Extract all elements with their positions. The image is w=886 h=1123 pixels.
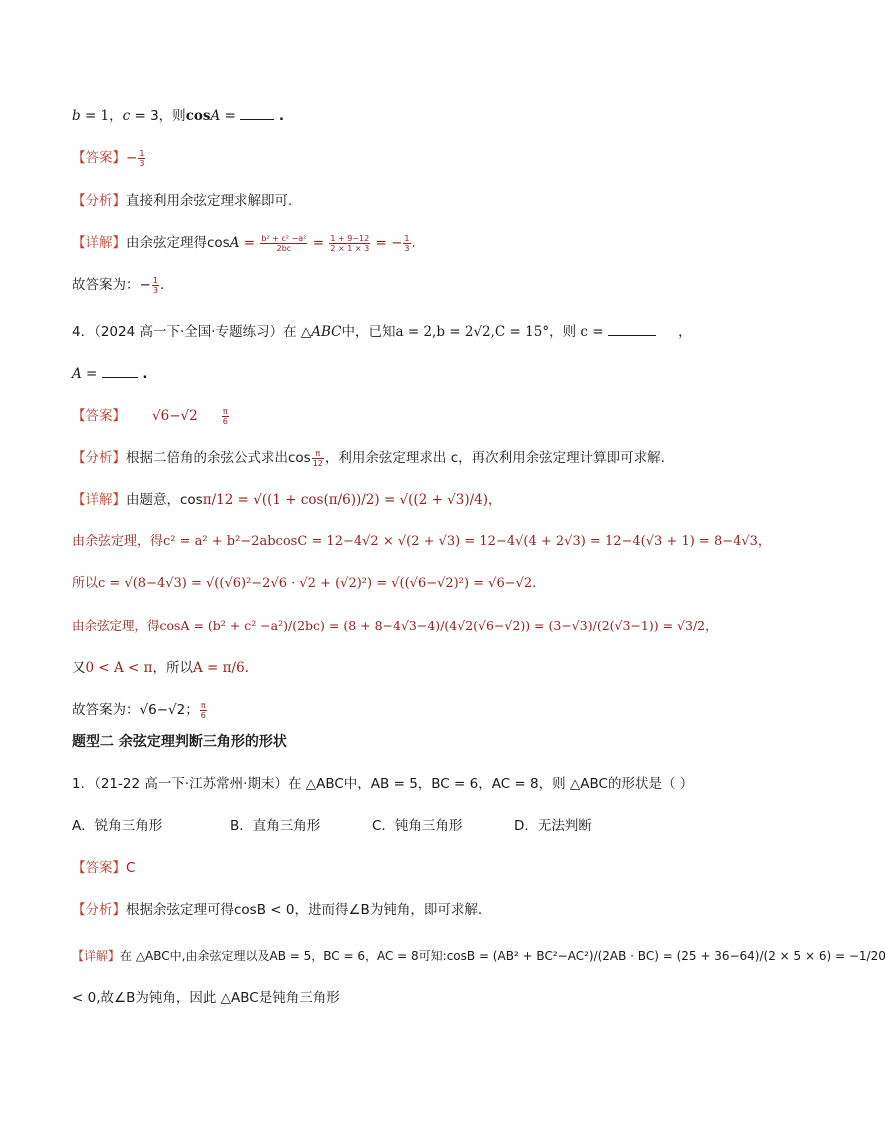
q4-answer: 【答案】 √6−√2 $\frac{\pi}{6}$	[72, 406, 228, 426]
q1-analysis: 【分析】根据余弦定理可得cosB < 0，进而得∠B为钝角，即可求解.	[72, 902, 483, 918]
q4-stem-line2: A = .	[72, 366, 148, 382]
q4-line-c2: 由余弦定理，得c² = a² + b²−2abcosC = 12−4√2 × √(2 + √3) = 12−4√(4 + 2√3) = 12−4(√3 + 1) = 8−4√3，	[72, 534, 771, 549]
q1-stem: 1．（21-22 高一下·江苏常州·期末）在 △ABC中，AB = 5，BC = 6，AC = 8，则 △ABC的形状是（ ）	[72, 776, 694, 792]
answer-blank	[240, 106, 274, 120]
answer-blank-c	[608, 322, 656, 336]
option-c[interactable]: C．钝角三角形	[372, 818, 463, 834]
q4-analysis: 【分析】根据二倍角的余弦公式求出cos $\frac{\pi}{12}$ ，利用余弦定理求出 c，再次利用余弦定理计算即可求解.	[72, 448, 665, 468]
option-b[interactable]: B．直角三角形	[230, 818, 321, 834]
section-heading: 题型二 余弦定理判断三角形的形状	[72, 734, 287, 750]
q3-final: 故答案为：− $\frac{1}{3}$ .	[72, 275, 165, 295]
q4-line-cosA: 由余弦定理，得cosA = (b² + c² −a²)/(2bc) = (8 + 8−4√3−4)/(4√2(√6−√2)) = (3−√3)/(2(√3−1)) = √3/2，	[72, 618, 718, 633]
q4-line-range: 又0 < A < π，所以A = π/6.	[72, 660, 249, 676]
q4-stem: 4．（2024 高一下·全国·专题练习）在 △ABC中，已知a = 2,b = 2√2,C = 15°，则 c = ，	[72, 324, 692, 340]
q1-answer: 【答案】C	[72, 860, 136, 876]
q4-final: 故答案为：√6−√2； $\frac{\pi}{6}$	[72, 700, 206, 720]
q1-detail-line2: < 0,故∠B为钝角，因此 △ABC是钝角三角形	[72, 990, 340, 1006]
option-d[interactable]: D．无法判断	[514, 818, 592, 834]
q4-line-c: 所以c = √(8−4√3) = √((√6)²−2√6 · √2 + (√2)²) = √((√6−√2)²) = √6−√2.	[72, 576, 537, 591]
q1-detail: 【详解】在 △ABC中,由余弦定理以及AB = 5，BC = 6，AC = 8可知:cosB = (AB² + BC²−AC²)/(2AB · BC) = (25 + 36−64)/(2 × 5 × 6) = −1/20	[72, 949, 886, 963]
answer-blank-a	[102, 364, 138, 378]
q3-detail: 【详解】由余弦定理得cosA = $\frac{\text{b² + c² −a²}}{2bc}$ = $\frac{1 + 9-12}{2 \times 1 \times 3}$ = − $\frac{1}{3}$ .	[72, 233, 416, 253]
q1-options	[72, 816, 592, 836]
q3-answer: 【答案】− $\frac{1}{3}$	[72, 148, 145, 168]
q4-detail: 【详解】由题意，cosπ/12 = √((1 + cos(π/6))/2) = √((2 + √3)/4)，	[72, 492, 502, 508]
option-a[interactable]: A．锐角三角形	[72, 818, 163, 834]
q3-analysis: 【分析】直接利用余弦定理求解即可.	[72, 193, 293, 209]
q3-stem: b = 1，c = 3，则cosA = .	[72, 108, 285, 124]
